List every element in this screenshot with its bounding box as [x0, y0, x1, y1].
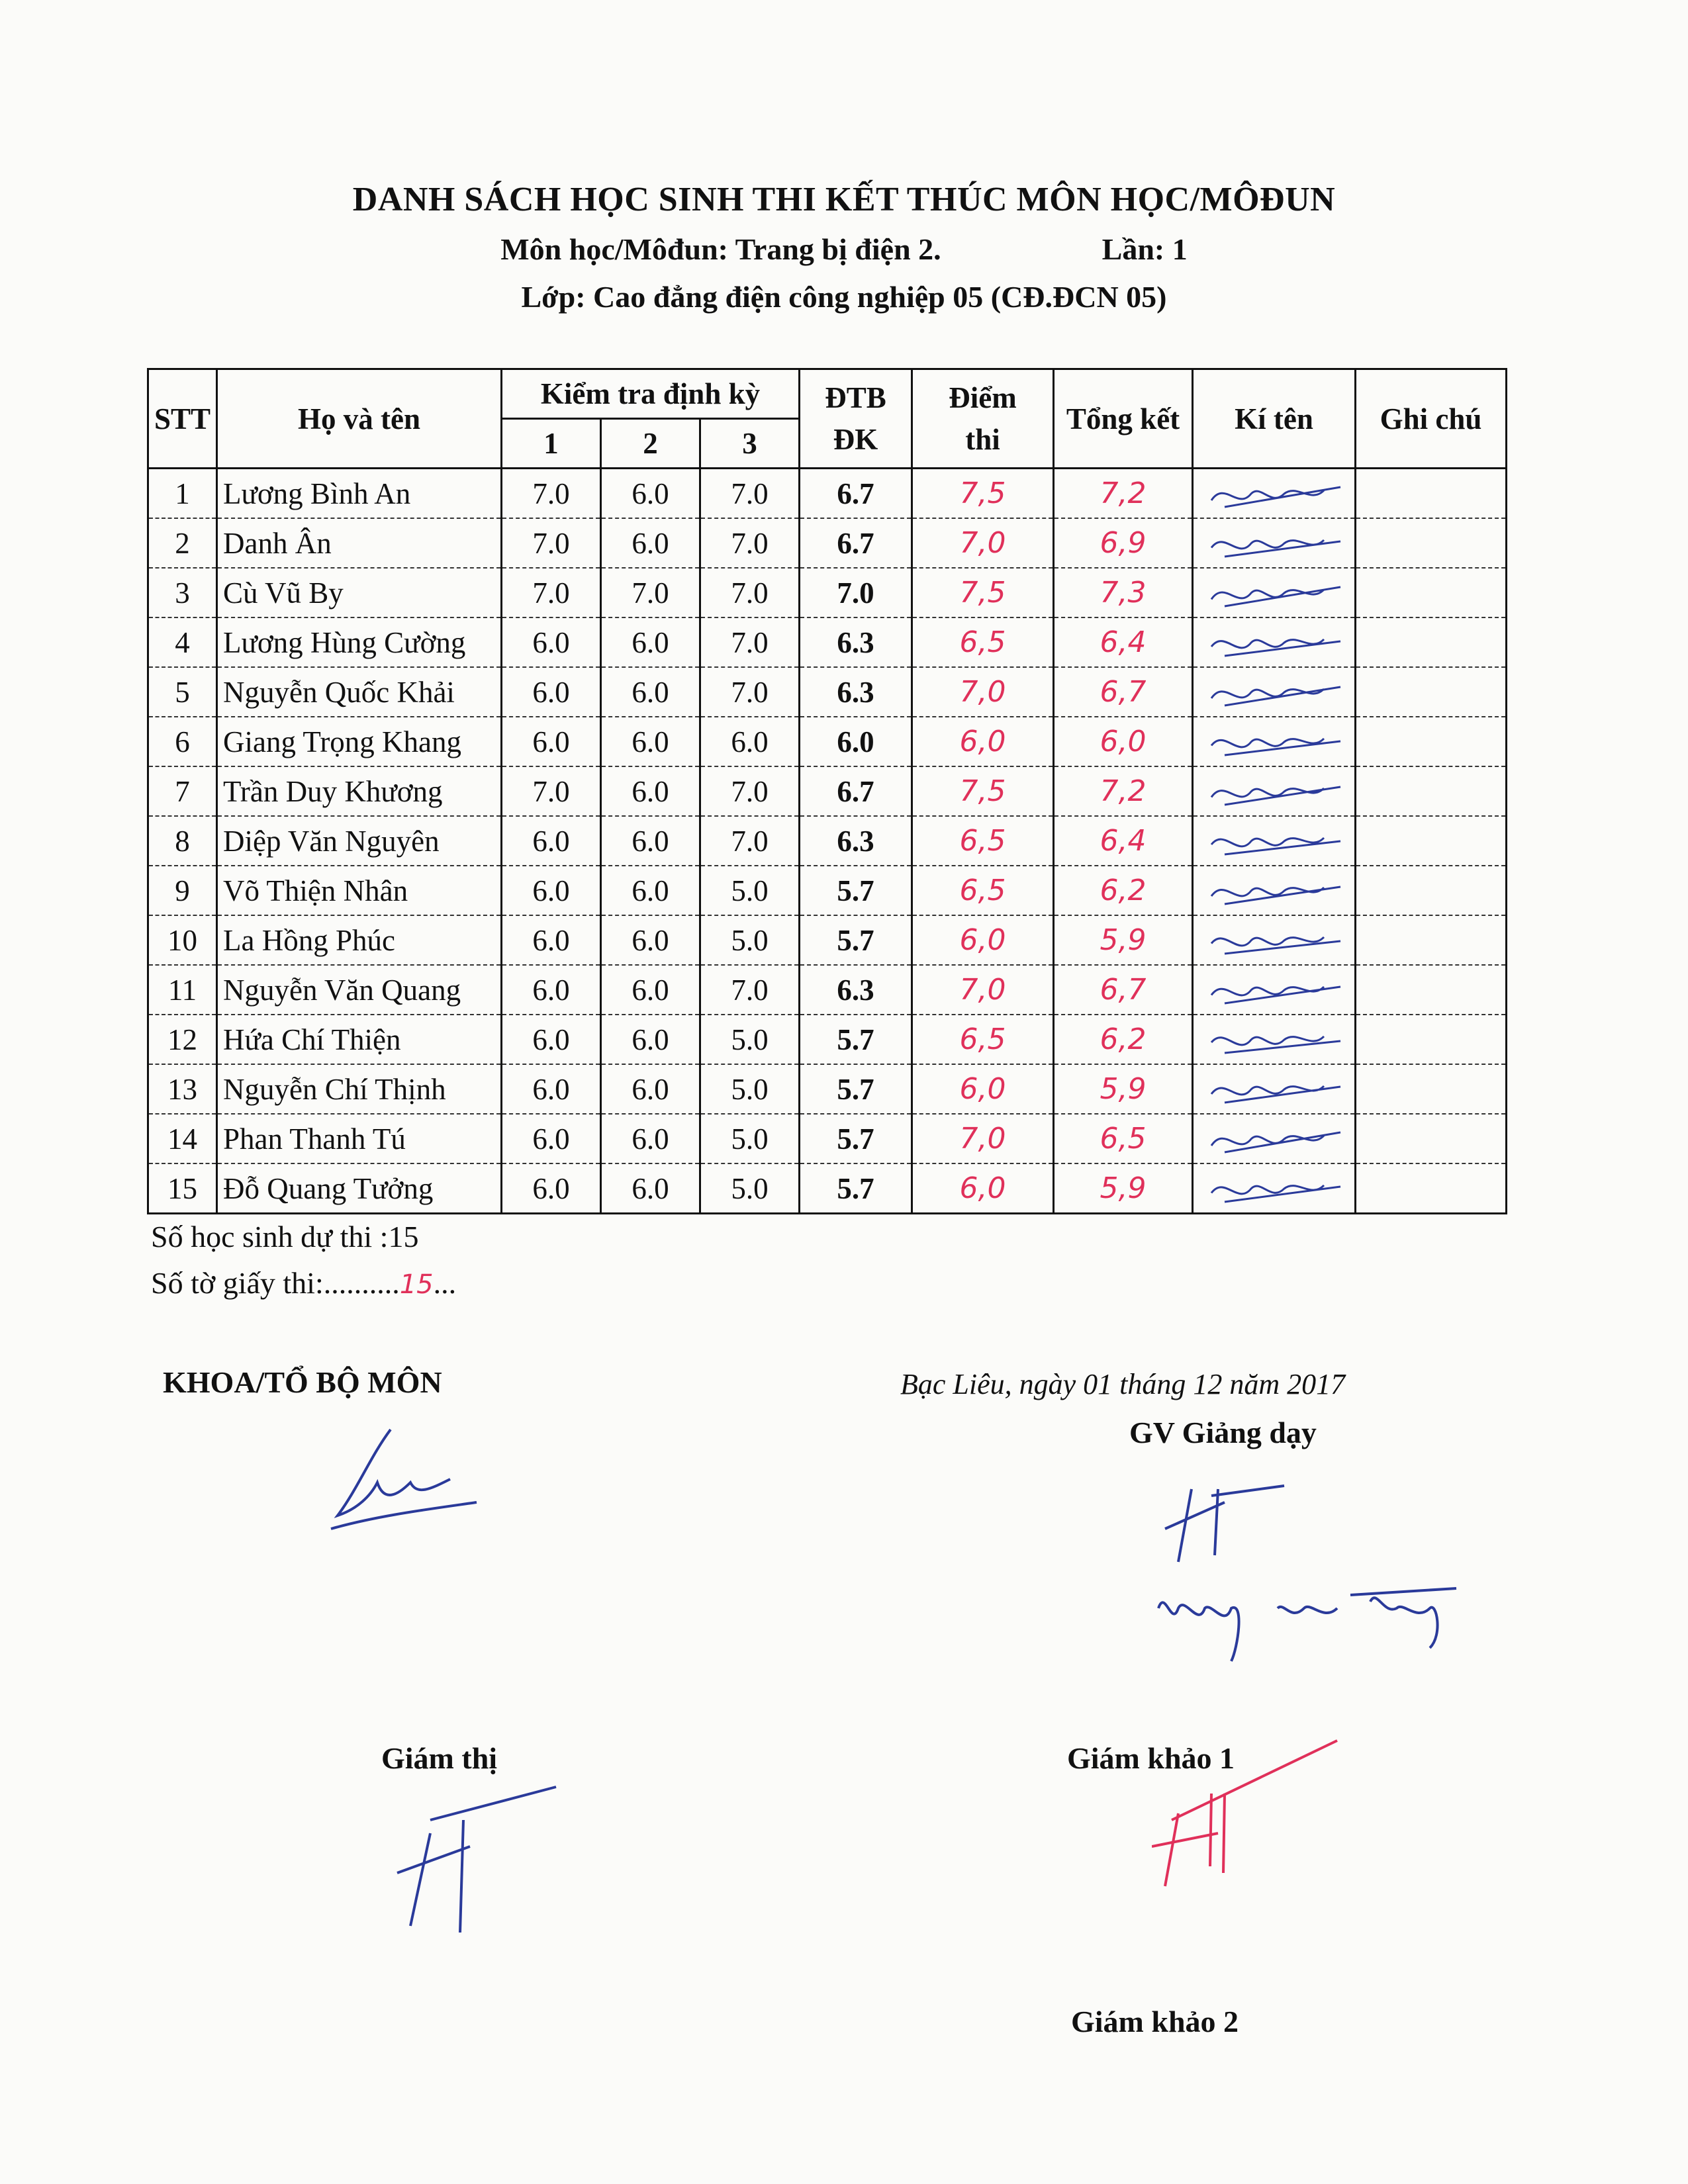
test-3-score: 5.0 — [700, 1015, 800, 1064]
teacher-label: GV Giảng dạy — [1129, 1416, 1317, 1449]
table-row — [148, 717, 1507, 766]
table-row — [148, 1114, 1507, 1163]
test-1-score: 6.0 — [502, 617, 601, 667]
dtb-score: 5.7 — [800, 915, 912, 965]
exam-score: 6,0 — [912, 1064, 1054, 1114]
header-dtb-label: ĐTB ĐK — [825, 381, 886, 456]
proctor-signature — [391, 1780, 569, 1946]
stt-cell: 5 — [148, 667, 217, 717]
attempt-label: Lần: 1 — [1102, 232, 1188, 266]
stt-cell: 8 — [148, 816, 217, 866]
test-1-score: 7.0 — [502, 568, 601, 617]
student-signature — [1193, 816, 1356, 866]
table-row — [148, 667, 1507, 717]
total-score: 7,2 — [1054, 469, 1193, 519]
test-2-score: 6.0 — [601, 469, 700, 519]
dtb-score: 5.7 — [800, 1163, 912, 1214]
name-cell: Lương Bình An — [217, 469, 502, 519]
total-score: 5,9 — [1054, 1163, 1193, 1214]
name-cell: Cù Vũ By — [217, 568, 502, 617]
table-row — [148, 568, 1507, 617]
test-1-score: 6.0 — [502, 1114, 601, 1163]
signature-scribble — [1198, 821, 1350, 861]
header-test-3: 3 — [700, 419, 800, 469]
total-score: 6,2 — [1054, 866, 1193, 915]
test-3-score: 7.0 — [700, 617, 800, 667]
exam-score: 6,5 — [912, 816, 1054, 866]
exam-score: 7,0 — [912, 518, 1054, 568]
student-signature — [1193, 766, 1356, 816]
table-row — [148, 1064, 1507, 1114]
signature-scribble — [1198, 623, 1350, 662]
signature-scribble — [1198, 1069, 1350, 1109]
test-3-score: 7.0 — [700, 568, 800, 617]
signature-scribble — [1198, 474, 1350, 514]
name-cell: Nguyễn Văn Quang — [217, 965, 502, 1015]
test-1-score: 6.0 — [502, 717, 601, 766]
signature-scribble — [1198, 722, 1350, 762]
student-signature — [1193, 1114, 1356, 1163]
sheets-label: Số tờ giấy thi: — [151, 1266, 324, 1300]
test-1-score: 6.0 — [502, 965, 601, 1015]
table-row — [148, 469, 1507, 519]
test-1-score: 6.0 — [502, 1163, 601, 1214]
note-cell — [1356, 1114, 1507, 1163]
test-1-score: 7.0 — [502, 469, 601, 519]
sheets-dots: .......... — [323, 1266, 400, 1300]
student-signature — [1193, 518, 1356, 568]
stt-cell: 11 — [148, 965, 217, 1015]
test-3-score: 7.0 — [700, 766, 800, 816]
dtb-score: 5.7 — [800, 1064, 912, 1114]
student-signature — [1193, 1064, 1356, 1114]
note-cell — [1356, 717, 1507, 766]
stt-cell: 7 — [148, 766, 217, 816]
signature-scribble — [1198, 921, 1350, 960]
dtb-score: 6.3 — [800, 965, 912, 1015]
total-score: 6,5 — [1054, 1114, 1193, 1163]
students-count: Số học sinh dự thi :15 — [151, 1220, 419, 1253]
total-score: 6,9 — [1054, 518, 1193, 568]
examiner2-label: Giám khảo 2 — [1071, 2005, 1239, 2038]
test-1-score: 6.0 — [502, 816, 601, 866]
signature-scribble — [1198, 672, 1350, 712]
test-2-score: 6.0 — [601, 518, 700, 568]
dtb-score: 6.3 — [800, 816, 912, 866]
sheets-dots-end: ... — [433, 1266, 457, 1300]
examiner1-label: Giám khảo 1 — [1067, 1741, 1235, 1775]
date-line: Bạc Liêu, ngày 01 tháng 12 năm 2017 — [900, 1368, 1346, 1400]
student-signature — [1193, 469, 1356, 519]
signature-scribble — [1198, 1169, 1350, 1208]
test-1-score: 6.0 — [502, 667, 601, 717]
exam-score: 7,0 — [912, 667, 1054, 717]
table-row — [148, 518, 1507, 568]
note-cell — [1356, 469, 1507, 519]
student-roster-table — [147, 368, 1507, 1214]
total-score: 6,2 — [1054, 1015, 1193, 1064]
table-row — [148, 617, 1507, 667]
dtb-score: 5.7 — [800, 1015, 912, 1064]
dtb-score: 6.3 — [800, 617, 912, 667]
subject-label: Môn học/Môđun: Trang bị điện 2. — [500, 232, 941, 266]
student-signature — [1193, 965, 1356, 1015]
exam-score: 6,5 — [912, 1015, 1054, 1064]
test-2-score: 6.0 — [601, 667, 700, 717]
dtb-score: 6.7 — [800, 469, 912, 519]
dept-label: KHOA/TỔ BỘ MÔN — [163, 1365, 442, 1399]
test-2-score: 6.0 — [601, 915, 700, 965]
note-cell — [1356, 518, 1507, 568]
examiner1-signature — [1152, 1734, 1350, 1899]
test-1-score: 6.0 — [502, 1064, 601, 1114]
test-2-score: 6.0 — [601, 965, 700, 1015]
total-score: 7,2 — [1054, 766, 1193, 816]
name-cell: Phan Thanh Tú — [217, 1114, 502, 1163]
note-cell — [1356, 965, 1507, 1015]
test-1-score: 7.0 — [502, 766, 601, 816]
total-score: 6,0 — [1054, 717, 1193, 766]
name-cell: Trần Duy Khương — [217, 766, 502, 816]
exam-score: 7,5 — [912, 766, 1054, 816]
teacher-signature — [1152, 1476, 1496, 1668]
exam-score: 6,0 — [912, 717, 1054, 766]
total-score: 5,9 — [1054, 1064, 1193, 1114]
stt-cell: 6 — [148, 717, 217, 766]
name-cell: Danh Ân — [217, 518, 502, 568]
sheets-value: 15 — [399, 1269, 434, 1300]
table-row — [148, 816, 1507, 866]
test-2-score: 7.0 — [601, 568, 700, 617]
total-score: 6,4 — [1054, 816, 1193, 866]
name-cell: Diệp Văn Nguyên — [217, 816, 502, 866]
exam-score: 7,5 — [912, 469, 1054, 519]
test-1-score: 6.0 — [502, 1015, 601, 1064]
header-signature: Kí tên — [1193, 369, 1356, 469]
stt-cell: 10 — [148, 915, 217, 965]
test-3-score: 7.0 — [700, 469, 800, 519]
total-score: 7,3 — [1054, 568, 1193, 617]
total-score: 5,9 — [1054, 915, 1193, 965]
header-note: Ghi chú — [1356, 369, 1507, 469]
name-cell: Hứa Chí Thiện — [217, 1015, 502, 1064]
test-3-score: 5.0 — [700, 915, 800, 965]
dtb-score: 7.0 — [800, 568, 912, 617]
stt-cell: 2 — [148, 518, 217, 568]
test-2-score: 6.0 — [601, 1015, 700, 1064]
total-score: 6,7 — [1054, 965, 1193, 1015]
test-2-score: 6.0 — [601, 1114, 700, 1163]
header-test-2: 2 — [601, 419, 700, 469]
student-signature — [1193, 667, 1356, 717]
stt-cell: 14 — [148, 1114, 217, 1163]
name-cell: Lương Hùng Cường — [217, 617, 502, 667]
total-score: 6,4 — [1054, 617, 1193, 667]
table-row — [148, 1015, 1507, 1064]
name-cell: Nguyễn Chí Thịnh — [217, 1064, 502, 1114]
exam-score: 7,5 — [912, 568, 1054, 617]
dtb-score: 6.7 — [800, 518, 912, 568]
header-periodic: Kiểm tra định kỳ — [502, 369, 800, 419]
test-3-score: 5.0 — [700, 866, 800, 915]
note-cell — [1356, 617, 1507, 667]
name-cell: Võ Thiện Nhân — [217, 866, 502, 915]
student-signature — [1193, 1015, 1356, 1064]
signature-scribble — [1198, 970, 1350, 1010]
note-cell — [1356, 766, 1507, 816]
total-score: 6,7 — [1054, 667, 1193, 717]
name-cell: La Hồng Phúc — [217, 915, 502, 965]
student-signature — [1193, 717, 1356, 766]
note-cell — [1356, 816, 1507, 866]
exam-score: 7,0 — [912, 965, 1054, 1015]
note-cell — [1356, 667, 1507, 717]
test-3-score: 5.0 — [700, 1163, 800, 1214]
test-2-score: 6.0 — [601, 766, 700, 816]
stt-cell: 12 — [148, 1015, 217, 1064]
signature-scribble — [1198, 1119, 1350, 1159]
test-3-score: 5.0 — [700, 1064, 800, 1114]
signature-scribble — [1198, 772, 1350, 811]
test-3-score: 7.0 — [700, 816, 800, 866]
signature-scribble — [1198, 523, 1350, 563]
signature-scribble — [1198, 1020, 1350, 1060]
note-cell — [1356, 1015, 1507, 1064]
test-2-score: 6.0 — [601, 816, 700, 866]
exam-score: 6,0 — [912, 1163, 1054, 1214]
table-row — [148, 965, 1507, 1015]
student-signature — [1193, 568, 1356, 617]
sheets-count — [151, 1265, 456, 1300]
dtb-score: 5.7 — [800, 866, 912, 915]
test-3-score: 5.0 — [700, 1114, 800, 1163]
student-signature — [1193, 1163, 1356, 1214]
header-test-1: 1 — [502, 419, 601, 469]
note-cell — [1356, 1064, 1507, 1114]
dtb-score: 5.7 — [800, 1114, 912, 1163]
exam-score: 6,0 — [912, 915, 1054, 965]
test-3-score: 7.0 — [700, 667, 800, 717]
student-signature — [1193, 617, 1356, 667]
exam-score: 7,0 — [912, 1114, 1054, 1163]
header-exam-label: Điểm thi — [949, 381, 1017, 456]
exam-score: 6,5 — [912, 866, 1054, 915]
subject-line — [0, 232, 1688, 267]
test-3-score: 7.0 — [700, 965, 800, 1015]
header-exam — [912, 369, 1054, 469]
header-dtb — [800, 369, 912, 469]
stt-cell: 4 — [148, 617, 217, 667]
stt-cell: 15 — [148, 1163, 217, 1214]
dtb-score: 6.7 — [800, 766, 912, 816]
test-3-score: 7.0 — [700, 518, 800, 568]
header-name: Họ và tên — [217, 369, 502, 469]
test-2-score: 6.0 — [601, 1064, 700, 1114]
dtb-score: 6.3 — [800, 667, 912, 717]
dtb-score: 6.0 — [800, 717, 912, 766]
stt-cell: 1 — [148, 469, 217, 519]
table-row — [148, 866, 1507, 915]
note-cell — [1356, 568, 1507, 617]
test-2-score: 6.0 — [601, 717, 700, 766]
header-total: Tổng kết — [1054, 369, 1193, 469]
test-2-score: 6.0 — [601, 866, 700, 915]
student-signature — [1193, 915, 1356, 965]
stt-cell: 13 — [148, 1064, 217, 1114]
class-line: Lớp: Cao đẳng điện công nghiệp 05 (CĐ.ĐCN 05) — [521, 280, 1167, 314]
test-2-score: 6.0 — [601, 1163, 700, 1214]
test-3-score: 6.0 — [700, 717, 800, 766]
test-1-score: 6.0 — [502, 915, 601, 965]
test-1-score: 7.0 — [502, 518, 601, 568]
signature-scribble — [1198, 573, 1350, 613]
note-cell — [1356, 866, 1507, 915]
note-cell — [1356, 915, 1507, 965]
name-cell: Giang Trọng Khang — [217, 717, 502, 766]
table-row — [148, 766, 1507, 816]
test-2-score: 6.0 — [601, 617, 700, 667]
name-cell: Nguyễn Quốc Khải — [217, 667, 502, 717]
exam-score: 6,5 — [912, 617, 1054, 667]
student-signature — [1193, 866, 1356, 915]
table-row — [148, 915, 1507, 965]
signature-scribble — [1198, 871, 1350, 911]
proctor-label: Giám thị — [381, 1741, 498, 1775]
header-stt: STT — [148, 369, 217, 469]
stt-cell: 3 — [148, 568, 217, 617]
stt-cell: 9 — [148, 866, 217, 915]
table-row — [148, 1163, 1507, 1214]
note-cell — [1356, 1163, 1507, 1214]
dept-signature — [318, 1416, 490, 1535]
test-1-score: 6.0 — [502, 866, 601, 915]
document-title: DANH SÁCH HỌC SINH THI KẾT THÚC MÔN HỌC/MÔĐUN — [352, 181, 1336, 218]
name-cell: Đỗ Quang Tưởng — [217, 1163, 502, 1214]
